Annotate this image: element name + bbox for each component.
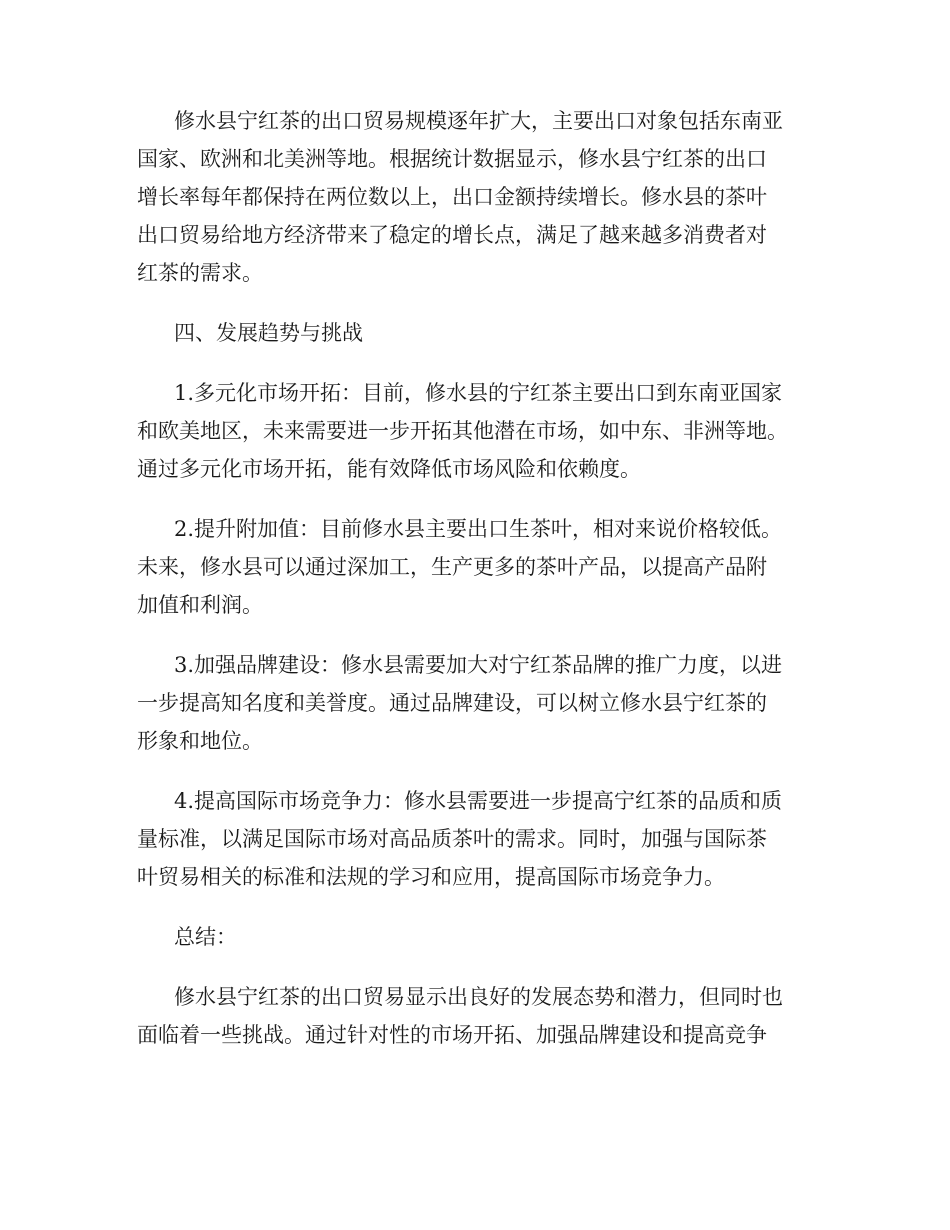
- paragraph-line: 红茶的需求。: [137, 261, 263, 285]
- paragraph-line: 1.多元化市场开拓：目前，修水县的宁红茶主要出口到东南亚国家: [174, 381, 783, 405]
- heading-line: 总结：: [174, 925, 237, 949]
- item-1-market-diversification: [137, 374, 817, 488]
- paragraph-line: 形象和地位。: [137, 729, 263, 753]
- paragraph-line: 一步提高知名度和美誉度。通过品牌建设，可以树立修水县宁红茶的: [137, 691, 767, 715]
- paragraph-line: 通过多元化市场开拓，能有效降低市场风险和依赖度。: [137, 457, 641, 481]
- document-body: [137, 102, 817, 1076]
- item-2-added-value: [137, 510, 817, 624]
- paragraph-line: 加值和利润。: [137, 593, 263, 617]
- item-4-competitiveness: [137, 782, 817, 896]
- paragraph-line: 面临着一些挑战。通过针对性的市场开拓、加强品牌建设和提高竞争: [137, 1023, 767, 1047]
- summary-heading: [137, 918, 817, 956]
- paragraph-line: 修水县宁红茶的出口贸易显示出良好的发展态势和潜力，但同时也: [174, 985, 783, 1009]
- paragraph-line: 4.提高国际市场竞争力：修水县需要进一步提高宁红茶的品质和质: [174, 789, 783, 813]
- paragraph-line: 3.加强品牌建设：修水县需要加大对宁红茶品牌的推广力度，以进: [174, 653, 783, 677]
- paragraph-line: 2.提升附加值：目前修水县主要出口生茶叶，相对来说价格较低。: [174, 517, 783, 541]
- paragraph-line: 增长率每年都保持在两位数以上，出口金额持续增长。修水县的茶叶: [137, 185, 767, 209]
- paragraph-line: 叶贸易相关的标准和法规的学习和应用，提高国际市场竞争力。: [137, 865, 725, 889]
- section-heading-trends: [137, 314, 817, 352]
- paragraph-line: 量标准，以满足国际市场对高品质茶叶的需求。同时，加强与国际茶: [137, 827, 767, 851]
- summary-paragraph: [137, 978, 817, 1054]
- export-scale-paragraph: [137, 102, 817, 292]
- paragraph-line: 修水县宁红茶的出口贸易规模逐年扩大，主要出口对象包括东南亚: [174, 109, 783, 133]
- paragraph-line: 国家、欧洲和北美洲等地。根据统计数据显示，修水县宁红茶的出口: [137, 147, 767, 171]
- heading-line: 四、发展趋势与挑战: [174, 321, 363, 345]
- paragraph-line: 和欧美地区，未来需要进一步开拓其他潜在市场，如中东、非洲等地。: [137, 419, 788, 443]
- paragraph-line: 出口贸易给地方经济带来了稳定的增长点，满足了越来越多消费者对: [137, 223, 767, 247]
- item-3-brand-building: [137, 646, 817, 760]
- paragraph-line: 未来，修水县可以通过深加工，生产更多的茶叶产品，以提高产品附: [137, 555, 767, 579]
